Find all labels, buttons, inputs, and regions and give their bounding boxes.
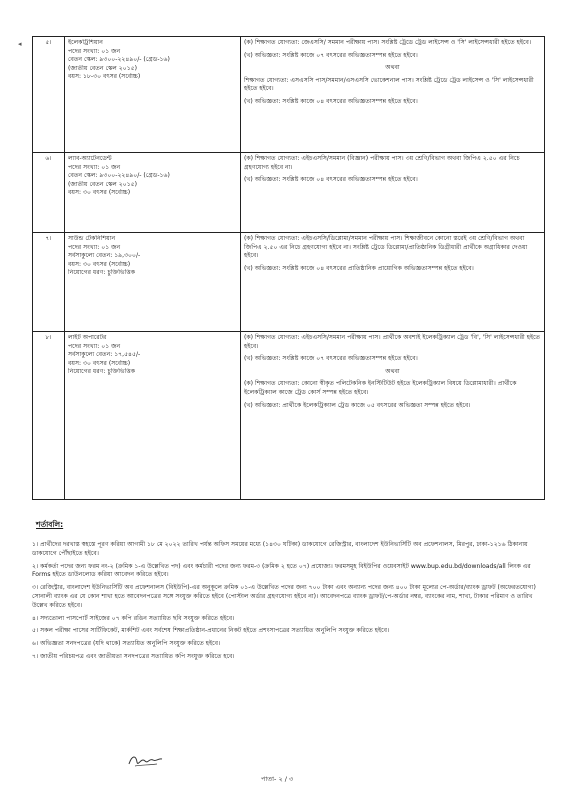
term-item: ৬। অভিজ্ঞতা সনদপত্রের (যদি থাকে) সত্যায়িত অনুলিপি সংযুক্ত করিতে হইবে।: [32, 640, 221, 648]
serial-cell: [33, 37, 65, 153]
requirement-text: শিক্ষাগত যোগ্যতা: এসএসসি পাস/সমমান/এসএসসি ভোকেশনাল পাস। সংশ্লিষ্ট ট্রেডে ট্রেড লাইসেন্স ও 'সি' লাইসেন্সধারী হইতে হইবে।: [244, 76, 534, 93]
post-details-cell: [65, 37, 241, 153]
requirements-cell: [241, 332, 545, 500]
serial-number: ৬।: [45, 155, 52, 162]
serial-number: ৭।: [45, 235, 52, 242]
term-item: ১। প্রার্থীদের দরখাস্ত স্বহস্তে পূরণ করিয়া আগামী ১৮ মে ২০২২ তারিখ পর্যন্ত অফিস সময়ের মধ্যে (১৪৩০ ঘটিকা) ডাকযোগে রেজিস্ট্রার, বাংলাদেশ ইউনিভার্সিটি অব প্রফেশনালস, মিরপুর, ঢাকা-১২১৬ ঠিকানায় ডাকযোগে পৌঁছাইতে হইবে।: [32, 541, 528, 557]
terms-section: [32, 520, 544, 666]
post-detail-line: নিয়োগের ধরণ: চুক্তিভিত্তিক: [68, 269, 135, 277]
serial-cell: [33, 153, 65, 233]
requirements-cell: [241, 153, 545, 233]
term-item: ৪। সদ্যতোলা পাসপোর্ট সাইজের ০৭ কপি রঙিন সত্যায়িত ছবি সংযুক্ত করিতে হইবে।: [32, 614, 235, 622]
serial-cell: [33, 233, 65, 332]
post-detail-line: বেতন স্কেল: ৯৩০০-২২৪৯০/- (গ্রেড-১৬): [68, 56, 170, 64]
requirement-text: (ক) শিক্ষাগত যোগ্যতা: এইচএসসি/সমমান (বিজ্ঞান) পরীক্ষায় পাস। ৩য় শ্রেণি/বিভাগ অথবা জিপিএ ২.৫০ এর নিচে গ্রহণযোগ্য হইবে না।: [244, 155, 520, 171]
requirement-text: (ক) শিক্ষাগত যোগ্যতা: এইচএসসি/ডিপ্লোমা/সমমান পরীক্ষায় পাস। শিক্ষাজীবনে কোনো স্তরেই ৩য় শ্রেণি/বিভাগ অথবা জিপিএ ২.৫০ এর নিচে গ্রহণযোগ্য হইবে না। সংশ্লিষ্ট ট্রেডে ডিপ্লোমা/প্রাতিষ্ঠানিক ডিগ্রীধারী প্রার্থীকে অগ্রাধিকার দেওয়া হইবে।: [244, 235, 528, 260]
job-posts-table: [32, 36, 545, 500]
term-item: ৩। রেজিস্ট্রার, বাংলাদেশ ইউনিভার্সিটি অব প্রফেশনালস (বিইউপি)-এর অনুকূলে ক্রমিক ০১-এ উল্লেখিত পদের জন্য ৭০০ টাকা এবং অন্যান্য পদের জন্য ৪০০ টাকা মূল্যের পে-অর্ডার/ব্যাংক ড্রাফট (অফেরতযোগ্য) সোনালী ব্যাংক এর যে কোন শাখা হতে আবেদনপত্রের সঙ্গে সংযুক্ত করিতে হইবে (পোস্টাল অর্ডার গ্রহণযোগ্য হইবে না)। আবেদনপত্রে ব্যাংক ড্রাফট/পে-অর্ডার নম্বর, ব্যাংকের নাম, শাখা, টাকার পরিমাণ ও তারিখ উল্লেখ করিতে হইবে।: [32, 584, 536, 609]
serial-cell: [33, 332, 65, 500]
post-detail-line: নিয়োগের ধরণ: চুক্তিভিত্তিক: [68, 368, 135, 376]
post-detail-line: পদের সংখ্যা: ০১ জন: [68, 342, 121, 350]
requirement-text: (খ) অভিজ্ঞতা: সংশ্লিষ্ট কাজে ০৪ বৎসরের প্রাতিষ্ঠানিক প্রায়োগিক অভিজ্ঞতাসম্পন্ন হইতে হইবে।: [244, 264, 474, 272]
requirement-text: (ক) শিক্ষাগত যোগ্যতা: জেএসসি/ সমমান পরীক্ষায় পাস। সংশ্লিষ্ট ট্রেডে ট্রেড লাইসেন্স ও 'সি' লাইসেন্সধারী হইতে হইবে।: [244, 39, 532, 46]
job-row: [33, 332, 545, 500]
requirement-text: (খ) অভিজ্ঞতা: সংশ্লিষ্ট কাজে ০৪ বৎসরের অভিজ্ঞতাসম্পন্ন হইতে হইবে।: [244, 97, 418, 105]
post-detail-line: বয়স: ৩০ বৎসর (সর্বোচ্চ): [68, 260, 131, 268]
post-detail-line: বেতন স্কেল: ৯৩০০-২২৪৯০/- (গ্রেড-১৬): [68, 172, 170, 180]
term-item: ৫। সকল পরীক্ষা পাসের সার্টিফিকেট, মার্কশিট এবং সর্বশেষ শিক্ষাপ্রতিষ্ঠান-প্রধানের নিকট হইতে প্রশংসাপত্রের সত্যায়িত অনুলিপি সংযুক্ত করিতে হইবে।: [32, 627, 390, 635]
post-detail-line: (জাতীয় বেতন স্কেল ২০১৫): [68, 180, 137, 188]
post-detail-line: সর্বসাকুল্যে বেতন: ১৭,৫৪৫/-: [68, 351, 141, 359]
requirement-text: (খ) অভিজ্ঞতা: সংশ্লিষ্ট কাজে ০৪ বৎসরের অভিজ্ঞতাসম্পন্ন হইতে হইবে।: [244, 176, 418, 184]
post-details-cell: [65, 153, 241, 233]
or-separator: অথবা: [385, 367, 400, 375]
post-detail-line: পদের সংখ্যা: ০১ জন: [68, 243, 121, 251]
requirement-text: (ক) শিক্ষাগত যোগ্যতা: এইচএসসি/সমমান পরীক্ষায় পাস। প্রার্থীকে অবশ্যই ইলেকট্রিক্যাল ট্রেড 'বি', 'সি' লাইসেন্সধারী হইতে হইবে।: [244, 334, 541, 350]
margin-marker: ◂: [18, 40, 22, 48]
post-title: ল্যাব-অ্যাটেনডেন্ট: [68, 155, 112, 162]
post-title: সাউন্ড টেকনিশিয়ান: [68, 235, 116, 242]
post-title: ইলেকট্রিশিয়ান: [68, 39, 103, 46]
post-detail-line: বয়স: ১৮-৩০ বৎসর (সর্বোচ্চ): [68, 73, 141, 81]
post-detail-line: (জাতীয় বেতন স্কেল ২০১৫): [68, 64, 137, 72]
post-detail-line: বয়স: ৩০ বৎসর (সর্বোচ্চ): [68, 359, 131, 367]
serial-number: ৫।: [45, 39, 52, 46]
post-details-cell: [65, 332, 241, 500]
post-detail-line: পদের সংখ্যা: ০১ জন: [68, 47, 121, 55]
post-detail-line: বয়স: ৩০ বৎসর (সর্বোচ্চ): [68, 189, 131, 197]
requirement-text: (খ) অভিজ্ঞতা: সংশ্লিষ্ট কাজে ০৭ বৎসরের অভিজ্ঞতাসম্পন্ন হইতে হইবে।: [244, 51, 418, 59]
post-detail-line: সর্বসাকুল্যে বেতন: ১৯,৩০০/-: [68, 252, 141, 260]
requirements-cell: [241, 37, 545, 153]
requirement-text: (খ) অভিজ্ঞতা: প্রার্থীকে ইলেকট্রিক্যাল ট্রেড কাজে ০৫ বৎসরের অভিজ্ঞতা সম্পন্ন হইতে হইবে।: [244, 401, 471, 409]
post-detail-line: পদের সংখ্যা: ০১ জন: [68, 163, 121, 171]
term-item: ৭। জাতীয় পরিচয়পত্র এবং জাতীয়তা সনদপত্রের সত্যায়িত কপি সংযুক্ত করিতে হবে।: [32, 652, 235, 660]
requirement-text: (ক) শিক্ষাগত যোগ্যতা: কোনো স্বীকৃত পলিটেকনিক ইনস্টিটিউট হইতে ইলেকট্রিক্যাল বিষয়ে ডিপ্লোমাধারী। প্রার্থীকে ইলেকট্রিক্যাল কাজে ট্রেড কোর্স সম্পন্ন হইতে হইবে।: [244, 380, 517, 396]
terms-list: [32, 541, 544, 662]
post-title: লাইট অপারেটর: [68, 334, 107, 341]
signature: [127, 753, 165, 769]
requirement-text: (খ) অভিজ্ঞতা: সংশ্লিষ্ট কাজে ০৭ বৎসরের অভিজ্ঞতাসম্পন্ন হইতে হইবে।: [244, 355, 418, 363]
or-separator: অথবা: [385, 64, 400, 72]
job-row: [33, 153, 545, 233]
requirements-cell: [241, 233, 545, 332]
serial-number: ৮।: [45, 334, 52, 341]
job-row: [33, 37, 545, 153]
post-details-cell: [65, 233, 241, 332]
page-number: পাতা- ২ / ৩: [261, 775, 294, 783]
term-item: ২। কর্মকর্তা পদের জন্য ফরম নং-২ (ক্রমিক ১-এ উল্লেখিত পদ) এবং কর্মচারী পদের জন্য ফরম-৩ (ক্রমিক ২ হতে ০৭) প্রযোজ্য। ফরমসমূহ বিইউপির ওয়েবসাইট www.bup.edu.bd/downloads/all লিংক এর Forms হইতে ডাউনলোড করিয়া আবেদন করিতে হইবে।: [32, 562, 531, 579]
terms-title: শর্তাবলি:: [36, 520, 64, 529]
job-row: [33, 233, 545, 332]
